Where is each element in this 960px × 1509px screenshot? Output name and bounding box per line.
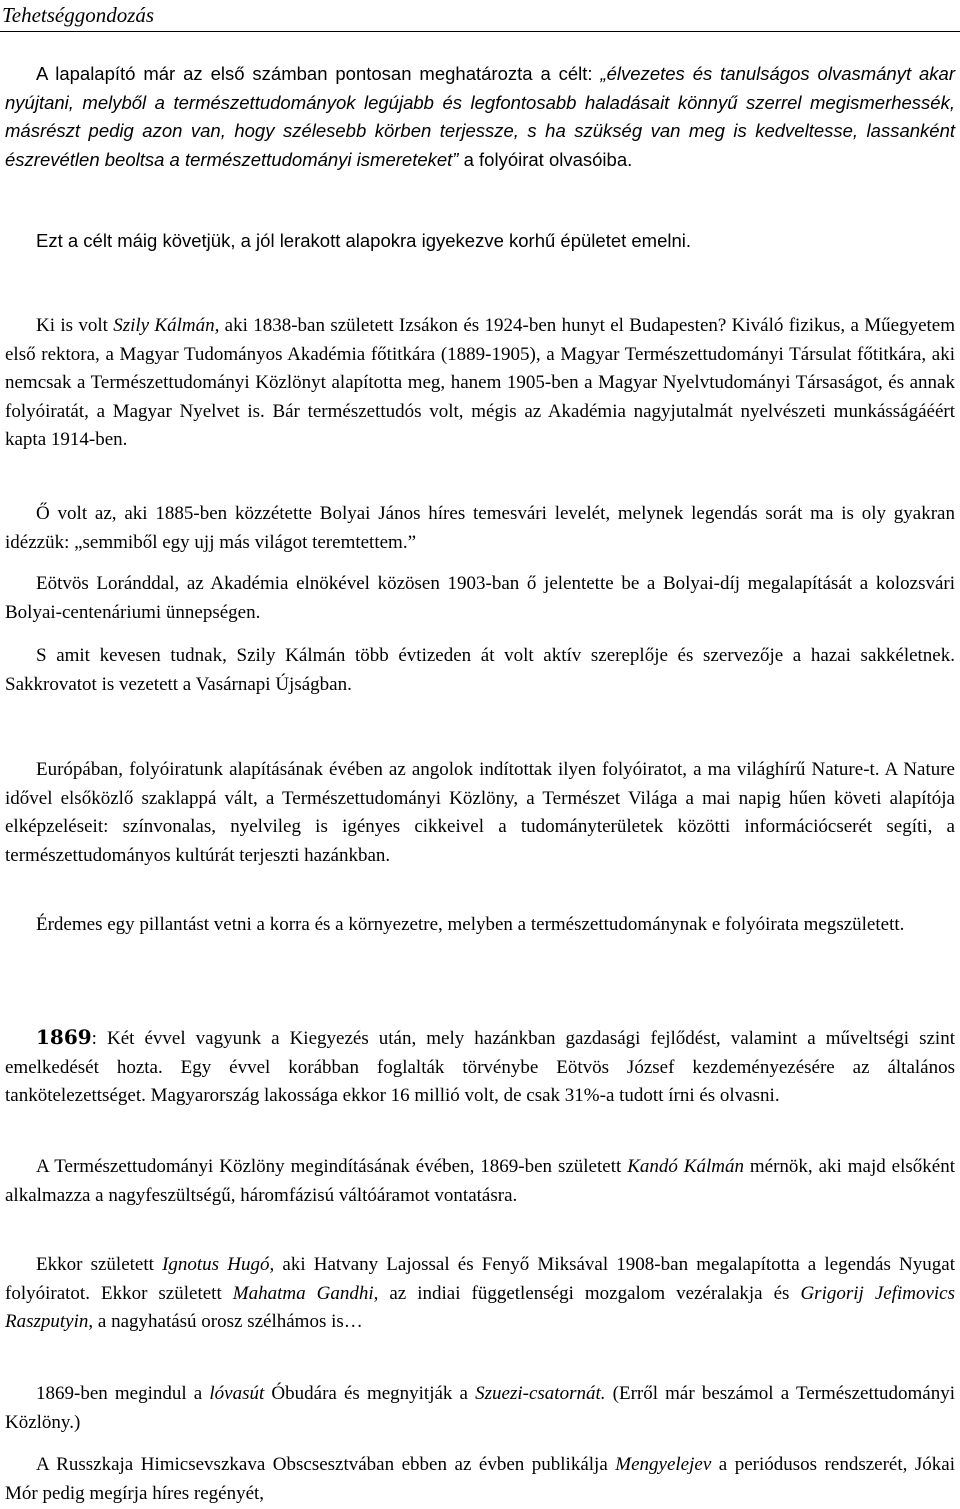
intro-quote: „élvezetes és tanulságos olvasmányt akar nyújtani, melyből a természettudományok legújabb és legfontosabb haladásait könnyű szerrel megismerhessék, másrészt pedig azon van, hogy szélesebb körben terjessze, s ha szükség van meg is kedveltesse, lassanként észrevétlen beoltsa a természettudományi ismereteket” [5,63,955,170]
events-text-a: 1869-ben megindul a [36,1383,210,1404]
szily-question-end: aki 1838-ban született Izsákon és 1924-ben hunyt el Budapesten? [219,315,727,336]
births-text-a: Ekkor született [36,1254,163,1275]
szily-question: Ki is volt [36,315,114,336]
mendeleev-name: Mengyelejev [615,1454,712,1475]
intro-paragraph [5,60,955,174]
era-paragraph: Érdemes egy pillantást vetni a korra és a környezetre, melyben a természettudománynak e folyóirata megszületett. [36,914,905,935]
szily-bio: Kiváló fizikus, a Műegyetem első rektora, a Magyar Tudományos Akadémia főtitkára (1889-1905), a Magyar Természettudományi Társulat főtitkára, aki nemcsak a Természettudományi Közlönyt alapította meg, hanem 1905-ben a Magyar Nyelvtudományi Társaságot, és annak folyóiratát, a Magyar Nyelvet is. Bár természettudós volt, mégis az Akadémia nagyjutalmát nyelvészeti munkásságáéért kapta 1914-ben. [5,315,956,450]
gandhi-name: Mahatma Gandhi [232,1282,374,1304]
year-label: 1869 [36,1025,92,1049]
eotvos-paragraph: Eötvös Loránddal, az Akadémia elnökével közösen 1903-ban ő jelentette be a Bolyai-díj megalapítását a kolozsvári Bolyai-centenáriumi ünnepségen. [5,573,955,623]
suez-canal: Szuezi-csatornát. [475,1383,606,1404]
year-1869-text: : Két évvel vagyunk a Kiegyezés után, mely hazánkban gazdasági fejlődést, valamint a műveltségi szint emelkedését hozta. Egy évvel korábban foglalták törvénybe Eötvös József kezdeményezésére az általános tankötelezettséget. Magyarország lakossága ekkor 16 millió volt, de csak 31%-a tudott írni és olvasni. [5,1028,955,1106]
births-text-b: aki Hatvany Lajossal és Fenyő Miksával 1908-ban megalapította a legendás Nyugat folyóiratot. Ekkor született [5,1254,955,1304]
intro-goal-paragraph: Ezt a célt máig követjük, a jól lerakott alapokra igyekezve korhű épületet emelni. [36,230,692,251]
births-paragraph [5,1251,955,1337]
kando-text-end: mérnök, aki majd elsőként alkalmazza a nagyfeszültségű, háromfázisú váltóáramot vontatásra. [5,1156,955,1206]
events-text-b: Óbudára és megnyitják a [264,1383,476,1404]
kando-paragraph [5,1153,955,1210]
rasputin-name: Grigorij Jefimovics Raszputyin [5,1282,955,1332]
chess-paragraph: S amit kevesen tudnak, Szily Kálmán több évtizeden át volt aktív szereplője és szervezője a hazai sakkéletnek. Sakkrovatot is vezetett a Vasárnapi Újságban. [5,645,955,695]
mendeleev-text-a: A Russzkaja Himicsevszkava Obscsesztvában ebben az évben publikálja [36,1454,616,1475]
intro-text: A lapalapító már az első számban pontosan meghatározta a célt: [36,63,601,84]
bolyai-paragraph: Ő volt az, aki 1885-ben közzétette Bolyai János híres temesvári levelét, melynek legendás sorát ma is oly gyakran idézzük: „semmiből egy ujj más világot teremtettem.” [5,503,955,553]
running-header [0,0,960,32]
kando-name: Kandó Kálmán [627,1156,744,1177]
year-1869-paragraph [5,1023,955,1111]
horse-tram: lóvasút [209,1383,265,1404]
births-text-d: , a nagyhatású orosz szélhámos is… [88,1311,363,1332]
szily-name: Szily Kálmán, [113,315,220,336]
mendeleev-paragraph [5,1451,955,1508]
events-paragraph [5,1380,955,1437]
intro-text-end: a folyóirat olvasóiba. [458,148,633,170]
events-text-c: (Erről már beszámol a Természettudományi Közlöny.) [5,1383,956,1433]
kando-text: A Természettudományi Közlöny megindításának évében, 1869-ben született [36,1156,628,1177]
mendeleev-text-b: a periódusos rendszerét, Jókai Mór pedig megírja híres regényét, [5,1454,955,1504]
header-title: Tehetséggondozás [2,3,155,27]
szily-paragraph [5,312,955,455]
europe-paragraph: Európában, folyóiratunk alapításának évében az angolok indítottak ilyen folyóiratot, a ma világhírű Nature-t. A Nature idővel elsőközlő szaklappá vált, a Természettudományi Közlöny, a Természet Világa a mai napig hűen követi alapítója elképzeléseit: színvonalas, nyelvileg is igényes cikkeivel a tudományterületek közötti információcserét segíti, a természettudományos kultúrát terjeszti hazánkban. [5,759,955,866]
ignotus-name: Ignotus Hugó, [162,1254,275,1275]
births-text-c: , az indiai függetlenségi mozgalom vezéralakja és [373,1282,801,1304]
